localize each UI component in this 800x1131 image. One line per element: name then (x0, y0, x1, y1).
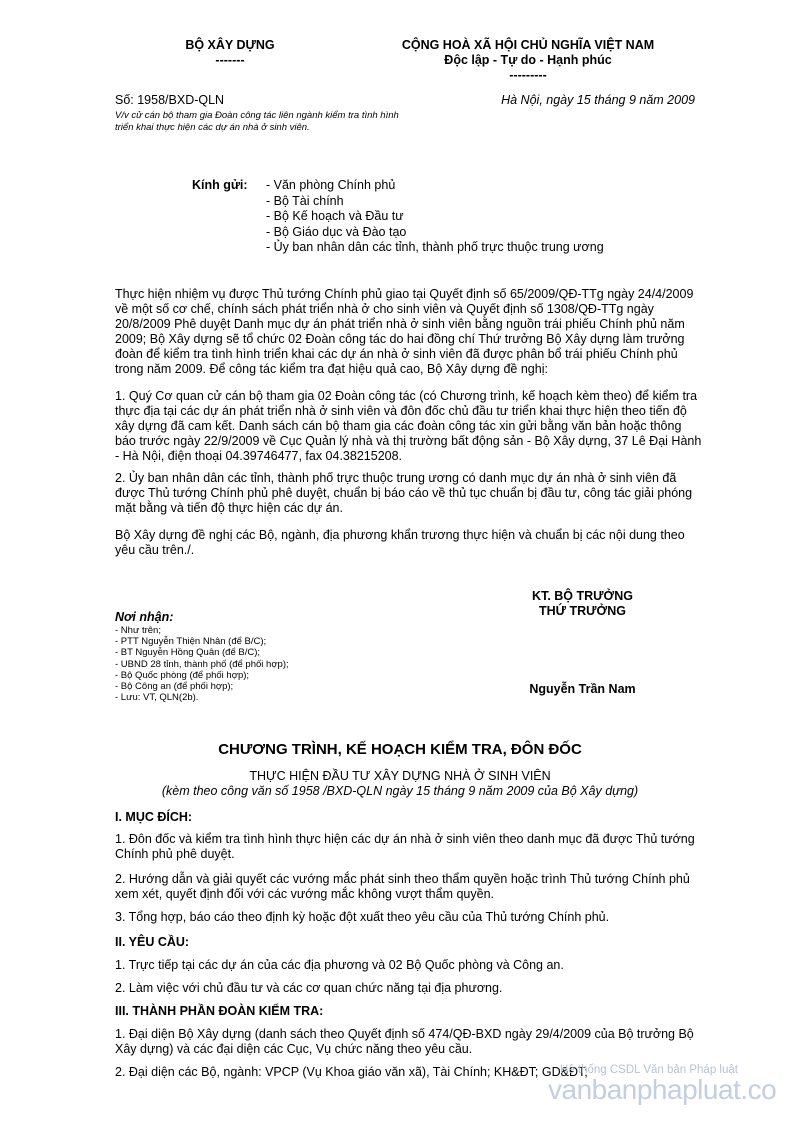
motto-separator: --------- (509, 68, 547, 82)
national-motto: Độc lập - Tự do - Hạnh phúc (444, 53, 612, 67)
watermark-logo: vanbanphapluat.co (548, 1074, 777, 1105)
distribution-item: - Bộ Công an (để phối hợp); (115, 681, 234, 693)
body-paragraph-request-1: 1. Quý Cơ quan cử cán bộ tham gia 02 Đoàn công tác (có Chương trình, kế hoạch kèm theo) để kiểm tra thực địa tại các dự án phát triển nhà ở sinh viên và đôn đốc chủ đầu tư triển khai thực hiện theo tiến độ xây dựng đã cam kết. Danh sách cán bộ tham gia các đoàn công tác xin gửi bằng văn bản hoặc thông báo trước ngày 22/9/2009 về Cục Quản lý nhà và thị trường bất động sản - Bộ Xây dựng, 37 Lê Đại Hành - Hà Nội, điện thoại 04.39746477, fax 04.38215208. (115, 389, 702, 463)
watermark-caption: Hệ thống CSDL Văn bản Pháp luật (560, 1064, 738, 1076)
requirement-item: 1. Trực tiếp tại các dự án của các địa phương và 02 Bộ Quốc phòng và Công an. (115, 958, 564, 972)
distribution-item: - BT Nguyễn Hồng Quân (để B/C); (115, 647, 261, 659)
requirement-item: 2. Làm việc với chủ đầu tư và các cơ quan chức năng tại địa phương. (115, 981, 503, 995)
document-subject: V/v cử cán bộ tham gia Đoàn công tác liên ngành kiểm tra tình hình triển khai thực hiện các dự án nhà ở sinh viên. (115, 110, 399, 133)
distribution-item: - UBND 28 tỉnh, thành phố (để phối hợp); (115, 658, 289, 670)
distribution-item: - Như trên; (115, 625, 161, 636)
program-attachment-note: (kèm theo công văn số 1958 /BXD-QLN ngày 15 tháng 9 năm 2009 của Bộ Xây dựng) (161, 784, 639, 798)
signature-title (500, 589, 665, 619)
purpose-item: 2. Hướng dẫn và giải quyết các vướng mắc phát sinh theo thẩm quyền hoặc trình Thủ tướng Chính phủ xem xét, quyết định đối với các vướng mắc không vượt thẩm quyền. (115, 872, 690, 901)
document-number: Số: 1958/BXD-QLN (115, 93, 225, 107)
recipient-item: - Văn phòng Chính phủ (266, 178, 396, 192)
section-heading-purpose: I. MỤC ĐÍCH: (115, 810, 193, 824)
national-header (372, 38, 684, 83)
composition-item: 1. Đại diện Bộ Xây dựng (danh sách theo Quyết định số 474/QĐ-BXD ngày 29/4/2009 của Bộ trưởng Bộ Xây dựng) và các đại diện các Cục, Vụ chức năng theo yêu cầu. (115, 1027, 694, 1056)
section-heading-requirements: II. YÊU CẦU: (115, 935, 190, 949)
issuer-separator: ------- (215, 53, 245, 67)
signature-line-1: KT. BỘ TRƯỞNG (532, 589, 633, 603)
body-paragraph-closing: Bộ Xây dựng đề nghị các Bộ, ngành, địa phương khẩn trương thực hiện và chuẩn bị các nội dung theo yêu cầu trên./. (115, 528, 685, 557)
body-paragraph-request-2: 2. Ủy ban nhân dân các tỉnh, thành phố trực thuộc trung ương có danh mục dự án nhà ở sinh viên đã được Thủ tướng Chính phủ phê duyệt, chuẩn bị báo cáo về thủ tục chuẩn bị đầu tư, công tác giải phóng mặt bằng và tiến độ thực hiện các dự án. (115, 471, 693, 515)
recipient-item: - Bộ Kế hoạch và Đầu tư (266, 209, 404, 223)
purpose-item: 1. Đôn đốc và kiểm tra tình hình thực hiện các dự án nhà ở sinh viên theo danh mục đã được Thủ tướng Chính phủ phê duyệt. (115, 832, 695, 861)
recipients-label: Kính gửi: (192, 178, 248, 192)
section-heading-composition: III. THÀNH PHẦN ĐOÀN KIỂM TRA: (115, 1004, 324, 1018)
signature-line-2: THỨ TRƯỞNG (539, 604, 626, 618)
distribution-item: - PTT Nguyễn Thiện Nhân (để B/C); (115, 636, 267, 648)
document-reference (115, 93, 415, 134)
signer-name: Nguyễn Trần Nam (529, 682, 636, 696)
program-title: CHƯƠNG TRÌNH, KẾ HOẠCH KIỂM TRA, ĐÔN ĐỐC (218, 741, 582, 758)
composition-item: 2. Đại diện các Bộ, ngành: VPCP (Vụ Khoa giáo văn xã), Tài Chính; KH&ĐT; GD&ĐT; (115, 1065, 588, 1079)
distribution-item: - Lưu: VT, QLN(2b). (115, 692, 199, 704)
recipient-item: - Ủy ban nhân dân các tỉnh, thành phố trực thuộc trung ương (266, 240, 604, 254)
issuer-name: BỘ XÂY DỰNG (185, 38, 275, 52)
program-subtitle: THỰC HIỆN ĐẦU TƯ XÂY DỰNG NHÀ Ở SINH VIÊN (249, 769, 551, 783)
distribution-item: - Bộ Quốc phòng (để phối hợp); (115, 669, 250, 681)
recipient-item: - Bộ Giáo dục và Đào tạo (266, 224, 407, 239)
document-date: Hà Nội, ngày 15 tháng 9 năm 2009 (501, 93, 695, 107)
country-name: CỘNG HOÀ XÃ HỘI CHỦ NGHĨA VIỆT NAM (401, 38, 655, 52)
issuer-block (150, 38, 310, 68)
recipient-item: - Bộ Tài chính (266, 193, 344, 208)
distribution-title: Nơi nhận: (115, 610, 174, 624)
purpose-item: 3. Tổng hợp, báo cáo theo định kỳ hoặc đột xuất theo yêu cầu của Thủ tướng Chính phủ. (115, 910, 610, 924)
recipients-list (266, 178, 666, 256)
body-paragraph-intro: Thực hiện nhiệm vụ được Thủ tướng Chính phủ giao tại Quyết định số 65/2009/QĐ-TTg ngày 24/4/2009 về một số cơ chế, chính sách phát triển nhà ở cho sinh viên và Quyết định số 1308/QĐ-TTg ngày 20/8/2009 Phê duyệt Danh mục dự án phát triển nhà ở sinh viên bằng nguồn trái phiếu Chính phủ năm 2009; Bộ Xây dựng sẽ tổ chức 02 Đoàn công tác do hai đồng chí Thứ trưởng Bộ Xây dựng làm trưởng đoàn để kiểm tra tình hình triển khai các dự án nhà ở sinh viên đã được phân bổ trái phiếu Chính phủ trong năm 2009. Để công tác kiểm tra đạt hiệu quả cao, Bộ Xây dựng đề nghị: (115, 287, 694, 376)
distribution-list (115, 610, 445, 703)
distribution-items (115, 625, 445, 703)
